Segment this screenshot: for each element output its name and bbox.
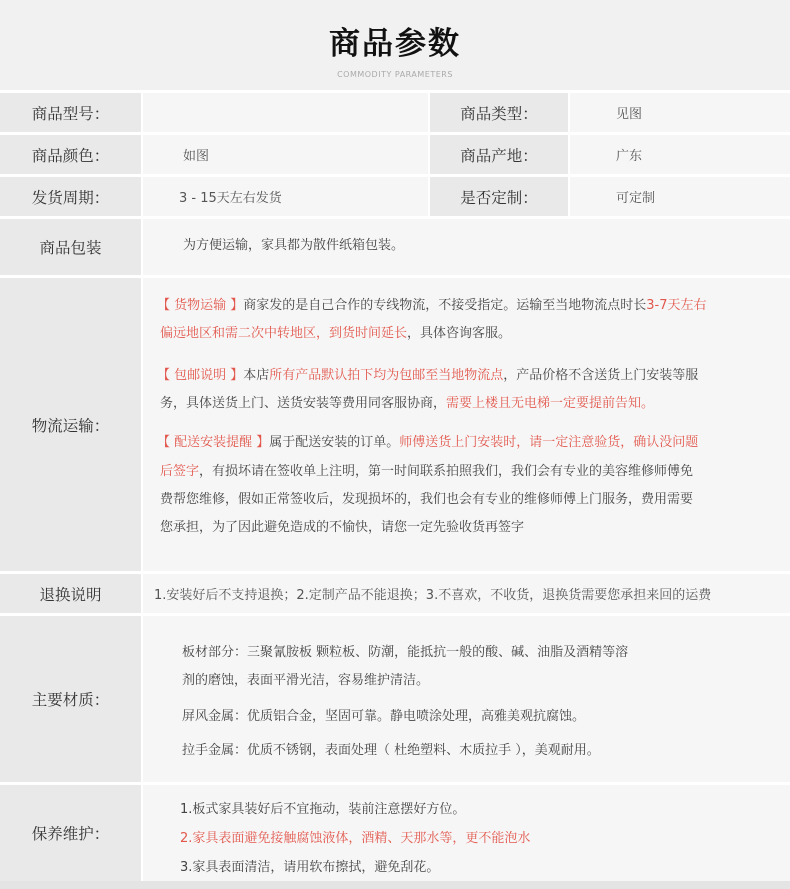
package-label: 商品包装 <box>0 219 141 275</box>
origin-label: 商品产地： <box>430 135 568 174</box>
logistics-p1-line1 <box>157 294 707 313</box>
returns-text: 1.安装好后不支持退换；2.定制产品不能退换；3.不喜欢，不收货，退换货需要您承担来回的运费 <box>143 574 790 613</box>
maintenance-panel <box>143 785 790 881</box>
logistics-panel <box>143 278 790 571</box>
returns-label: 退换说明 <box>0 574 141 613</box>
model-label: 商品型号： <box>0 93 141 132</box>
maintenance-item-2: 2.家具表面避免接触腐蚀液体，酒精、天那水等，更不能泡水 <box>180 831 531 846</box>
origin-value: 广东 <box>570 135 790 174</box>
custom-label: 是否定制： <box>430 177 568 216</box>
package-text: 为方便运输，家具都为散件纸箱包装。 <box>183 238 405 253</box>
materials-board-line2: 剂的磨蚀，表面平滑光洁，容易维护清洁。 <box>182 673 430 688</box>
logistics-p2-red2: 需要上楼且无电梯一定要提前告知。 <box>446 396 655 411</box>
logistics-p2-text-c: 务，具体送货上门、送货安装等费用同客服协商， <box>160 396 447 411</box>
logistics-p2-text-b: ，产品价格不含送货上门安装等服 <box>503 368 699 383</box>
logistics-p3-red1: 师傅送货上门安装时，请一定注意验货，确认没问题 <box>399 435 699 450</box>
logistics-p2-line1 <box>157 364 698 383</box>
logistics-p3-line4: 您承担，为了因此避免造成的不愉快，请您一定先验收货再签字 <box>160 520 525 535</box>
logistics-p2-text-a: 本店 <box>243 368 270 383</box>
maintenance-item-1: 1.板式家具装好后不宜拖动，装前注意摆好方位。 <box>180 802 466 817</box>
materials-handle-metal: 拉手金属：优质不锈钢，表面处理（ 杜绝塑料、木质拉手 ），美观耐用。 <box>182 743 600 758</box>
color-label: 商品颜色： <box>0 135 141 174</box>
logistics-p1-red1: 3-7天左右 <box>646 298 707 313</box>
type-label: 商品类型： <box>430 93 568 132</box>
tag-shipping: 【 货物运输 】 <box>157 298 244 313</box>
section-title: 商品参数 <box>329 26 461 62</box>
materials-panel <box>143 616 790 782</box>
delivery-value: 3 - 15天左右发货 <box>143 177 428 216</box>
logistics-label: 物流运输： <box>0 278 141 571</box>
materials-label: 主要材质： <box>0 616 141 782</box>
maintenance-item-3: 3.家具表面清洁，请用软布擦拭，避免刮花。 <box>180 860 440 875</box>
logistics-p1-text-b: ，具体咨询客服。 <box>407 326 512 341</box>
package-panel <box>143 219 790 275</box>
maintenance-label: 保养维护： <box>0 785 141 881</box>
materials-screen-metal: 屏风金属：优质铝合金，坚固可靠。静电喷涂处理，高雅美观抗腐蚀。 <box>182 709 586 724</box>
section-header <box>0 0 790 90</box>
logistics-p1-text-a: 商家发的是自己合作的专线物流，不接受指定。运输至当地物流点时长 <box>243 298 647 313</box>
color-value: 如图 <box>143 135 428 174</box>
logistics-p3-text-a: 属于配送安装的订单。 <box>269 435 400 450</box>
logistics-p3-text-b: ，有损坏请在签收单上注明，第一时间联系拍照我们，我们会有专业的美容维修师傅免 <box>199 464 694 479</box>
section-subtitle: COMMODITY PARAMETERS <box>337 70 453 79</box>
custom-value: 可定制 <box>570 177 790 216</box>
logistics-p2-red1: 所有产品默认拍下均为包邮至当地物流点 <box>269 368 504 383</box>
logistics-p3-line1 <box>157 431 698 450</box>
model-value <box>143 93 428 132</box>
delivery-label: 发货周期： <box>0 177 141 216</box>
logistics-p3-red2: 后签字 <box>160 464 200 479</box>
tag-delivery-install: 【 配送安装提醒 】 <box>157 435 270 450</box>
tag-free-shipping: 【 包邮说明 】 <box>157 368 244 383</box>
logistics-p3-line2 <box>160 460 693 479</box>
logistics-p1-red2: 偏远地区和需二次中转地区，到货时间延长 <box>160 326 408 341</box>
logistics-p2-line2 <box>160 392 654 411</box>
logistics-p1-line2 <box>160 322 511 341</box>
bottom-divider <box>0 881 790 889</box>
logistics-p3-line3: 费帮您维修，假如正常签收后，发现损坏的，我们也会有专业的维修师傅上门服务，费用需要 <box>160 492 694 507</box>
type-value: 见图 <box>570 93 790 132</box>
materials-board-line1: 板材部分：三聚氰胺板 颗粒板、防潮，能抵抗一般的酸、碱、油脂及酒精等溶 <box>182 645 629 660</box>
